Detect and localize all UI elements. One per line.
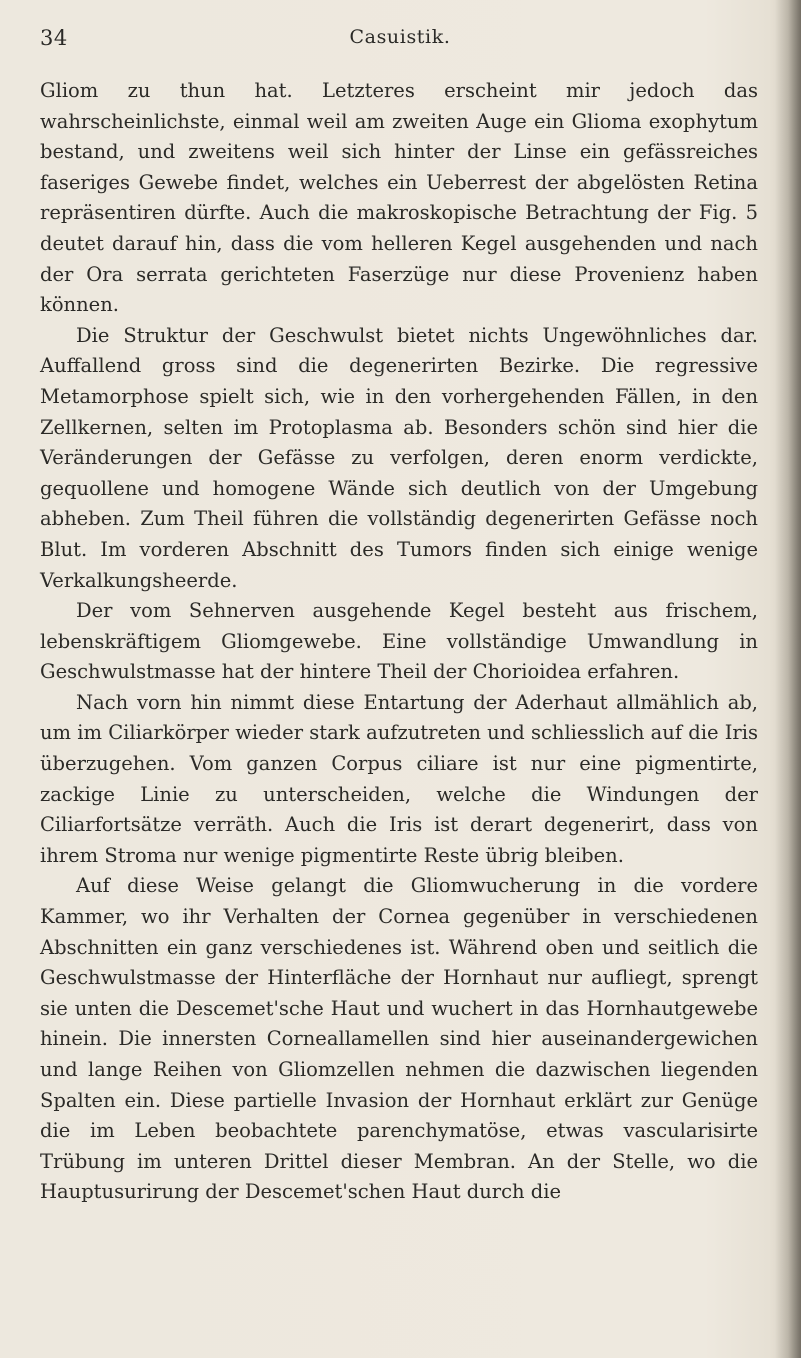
page-number: 34 bbox=[40, 26, 68, 50]
paragraph: Die Struktur der Geschwulst bietet nichts Ungewöhnliches dar. Auffallend gross sind die degenerirten Bezirke. Die regressive Metamorphose spielt sich, wie in den vorhergehenden Fällen, in den Zellkernen, selten im Protoplasma ab. Besonders schön sind hier die Veränderungen der Gefässe zu verfolgen, deren enorm verdickte, gequollene und homogene Wände sich deutlich von der Umgebung abheben. Zum Theil führen die vollständig degenerirten Gefässe noch Blut. Im vorderen Abschnitt des Tumors finden sich einige wenige Verkalkungsheerde. bbox=[40, 323, 758, 592]
paragraph: Der vom Sehnerven ausgehende Kegel besteht aus frischem, lebenskräftigem Gliomgewebe. Eine vollständige Umwandlung in Geschwulstmasse hat der hintere Theil der Chorioidea erfahren. bbox=[40, 599, 758, 684]
paragraph: Auf diese Weise gelangt die Gliomwucherung in die vordere Kammer, wo ihr Verhalten der Cornea gegenüber in verschiedenen Abschnitten ein ganz verschiedenes ist. Während oben und seitlich die Geschwulstmasse der Hinterfläche der Hornhaut nur aufliegt, sprengt sie unten die Descemet'sche Haut und wuchert in das Hornhautgewebe hinein. Die innersten Corneallamellen sind hier auseinandergewichen und lange Reihen von Gliomzellen nehmen die dazwischen liegenden Spalten ein. Diese partielle Invasion der Hornhaut erklärt zur Genüge die im Leben beobachtete parenchymatöse, etwas vascularisirte Trübung im unteren Drittel dieser Membran. An der Stelle, wo die Hauptusurirung der Descemet'schen Haut durch die bbox=[40, 874, 758, 1204]
running-head bbox=[40, 26, 760, 56]
paragraph: Nach vorn hin nimmt diese Entartung der Aderhaut allmählich ab, um im Ciliarkörper wieder stark aufzutreten und schliesslich auf die Iris überzugehen. Vom ganzen Corpus ciliare ist nur eine pigmentirte, zackige Linie zu unterscheiden, welche die Windungen der Ciliarfortsätze verräth. Auch die Iris ist derart degenerirt, dass von ihrem Stroma nur wenige pigmentirte Reste übrig bleiben. bbox=[40, 690, 758, 867]
body-text bbox=[40, 76, 758, 1208]
running-title: Casuistik. bbox=[349, 26, 451, 48]
paragraph: Gliom zu thun hat. Letzteres erscheint mir jedoch das wahrscheinlichste, einmal weil am zweiten Auge ein Glioma exophytum bestand, und zweitens weil sich hinter der Linse ein gefässreiches faseriges Gewebe findet, welches ein Ueberrest der abgelösten Retina repräsentiren dürfte. Auch die makroskopische Betrachtung der Fig. 5 deutet darauf hin, dass die vom helleren Kegel ausgehenden und nach der Ora serrata gerichteten Faserzüge nur diese Provenienz haben können. bbox=[40, 79, 758, 317]
page-edge-shadow bbox=[775, 0, 801, 1358]
